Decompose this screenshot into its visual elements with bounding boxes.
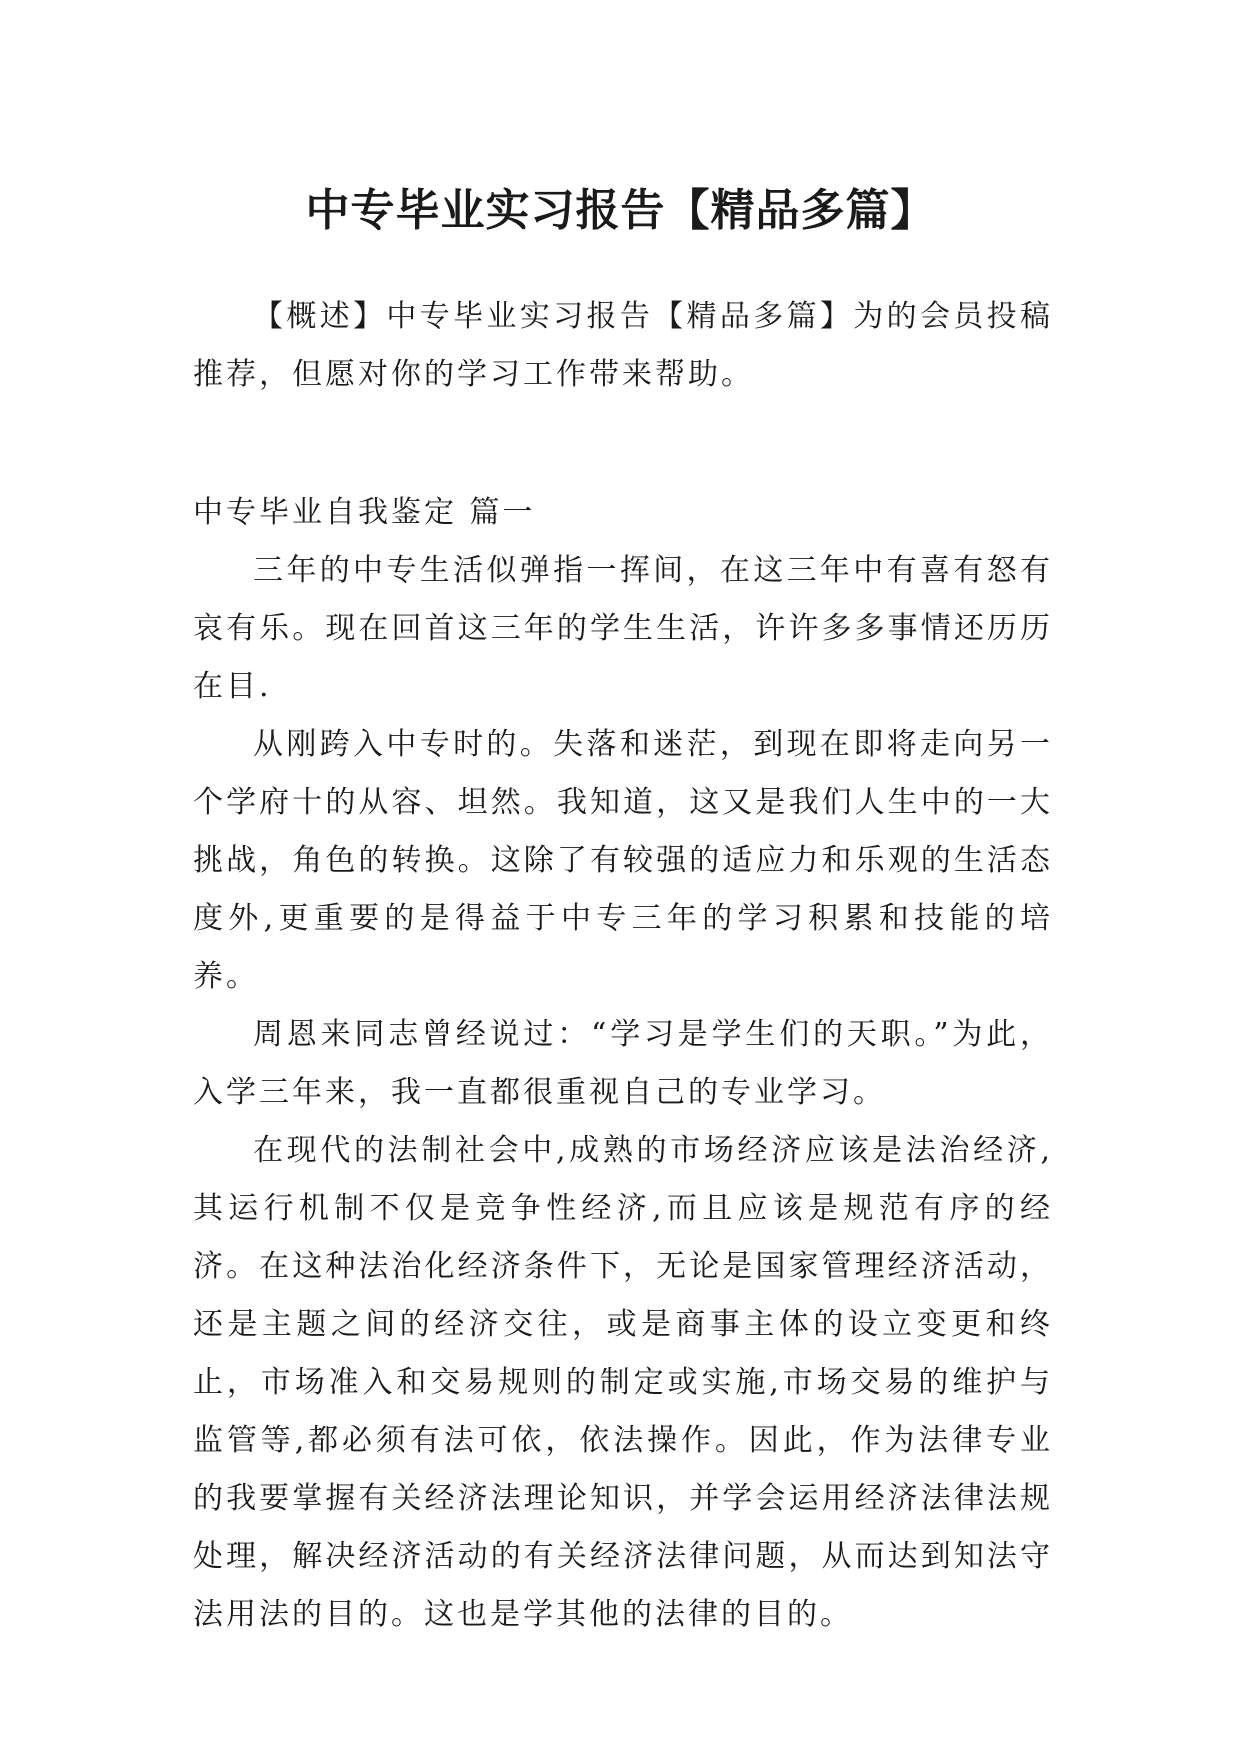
document-title: 中专毕业实习报告【精品多篇】 bbox=[305, 185, 936, 237]
body-paragraph: 三年的中专生活似弹指一挥间，在这三年中有喜有怒有哀有乐。现在回首这三年的学生生活，许许多多事情还历历在目. bbox=[193, 553, 1053, 704]
summary-paragraph: 【概述】中专毕业实习报告【精品多篇】为的会员投稿推荐，但愿对你的学习工作带来帮助。 bbox=[193, 299, 1053, 392]
section-heading: 中专毕业自我鉴定 篇一 bbox=[193, 495, 536, 530]
body-paragraph: 从刚跨入中专时的。失落和迷茫，到现在即将走向另一个学府十的从容、坦然。我知道，这又是我们人生中的一大挑战，角色的转换。这除了有较强的适应力和乐观的生活态度外,更重要的是得益于中专三年的学习积累和技能的培养。 bbox=[193, 727, 1053, 994]
body-paragraph: 周恩来同志曾经说过：“学习是学生们的天职。”为此，入学三年来，我一直都很重视自己的专业学习。 bbox=[193, 1017, 1053, 1110]
body-paragraph: 在现代的法制社会中,成熟的市场经济应该是法治经济,其运行机制不仅是竞争性经济,而且应该是规范有序的经济。在这种法治化经济条件下，无论是国家管理经济活动，还是主题之间的经济交往，或是商事主体的设立变更和终止，市场准入和交易规则的制定或实施,市场交易的维护与监管等,都必须有法可依，依法操作。因此，作为法律专业的我要掌握有关经济法理论知识，并学会运用经济法律法规处理，解决经济活动的有关经济法律问题，从而达到知法守法用法的目的。这也是学其他的法律的目的。 bbox=[193, 1133, 1053, 1632]
document-body bbox=[193, 288, 1053, 1644]
